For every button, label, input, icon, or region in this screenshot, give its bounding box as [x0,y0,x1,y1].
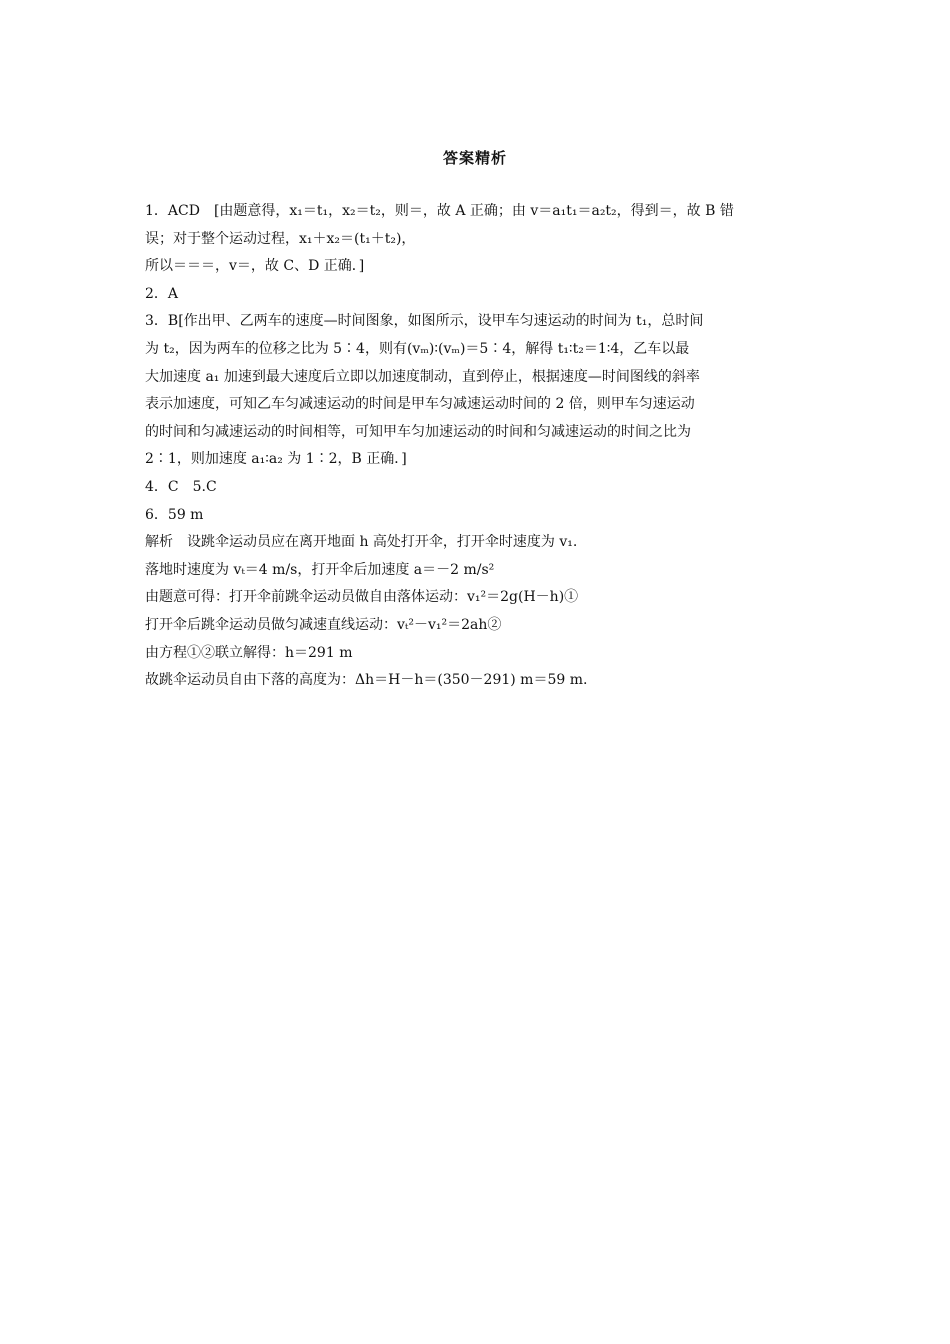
answer-line-1: 1．ACD [由题意得，x₁＝t₁，x₂＝t₂，则＝，故 A 正确；由 v＝a₁t₁＝a₂t₂，得到＝，故 B 错 [145,203,734,219]
answer-line-10: 2∶1，则加速度 a₁∶a₂ 为 1∶2，B 正确．] [145,451,407,468]
answer-body [145,198,810,695]
page-title: 答案精析 [442,149,507,167]
answer-line-16: 打开伞后跳伞运动员做匀减速直线运动：vₜ²－v₁²＝2ah② [145,616,502,633]
answer-line-8: 表示加速度，可知乙车匀减速运动的时间是甲车匀减速运动时间的 2 倍，则甲车匀速运动 [145,396,695,413]
answer-line-15: 由题意可得：打开伞前跳伞运动员做自由落体运动：v₁²＝2g(H－h)① [145,589,579,606]
answer-line-14: 落地时速度为 vₜ＝4 m/s，打开伞后加速度 a＝－2 m/s² [145,561,495,578]
answer-line-2: 误；对于整个运动过程，x₁＋x₂＝(t₁＋t₂)， [145,230,416,247]
answer-line-11: 4．C 5.C [145,478,217,495]
answer-line-18: 故跳伞运动员自由下落的高度为：Δh＝H－h＝(350－291) m＝59 m. [145,672,588,689]
answer-line-6: 为 t₂，因为两车的位移之比为 5∶4，则有(vₘ)∶(vₘ)＝5∶4，解得 t₁∶t₂＝1∶4，乙车以最 [145,340,690,357]
answer-line-9: 的时间和匀减速运动的时间相等，可知甲车匀加速运动的时间和匀减速运动的时间之比为 [145,423,691,440]
answer-line-7: 大加速度 a₁ 加速到最大速度后立即以加速度制动，直到停止，根据速度—时间图线的斜率 [145,368,700,385]
answer-line-3: 所以＝＝＝，v＝，故 C、D 正确．] [145,258,365,275]
answer-line-13: 解析 设跳伞运动员应在离开地面 h 高处打开伞，打开伞时速度为 v₁. [145,534,578,551]
answer-line-4: 2．A [145,285,179,302]
answer-line-17: 由方程①②联立解得：h＝291 m [145,644,353,661]
answer-line-5: 3．B[作出甲、乙两车的速度—时间图象，如图所示，设甲车匀速运动的时间为 t₁，总时间 [145,313,704,330]
answer-line-12: 6．59 m [145,506,204,523]
